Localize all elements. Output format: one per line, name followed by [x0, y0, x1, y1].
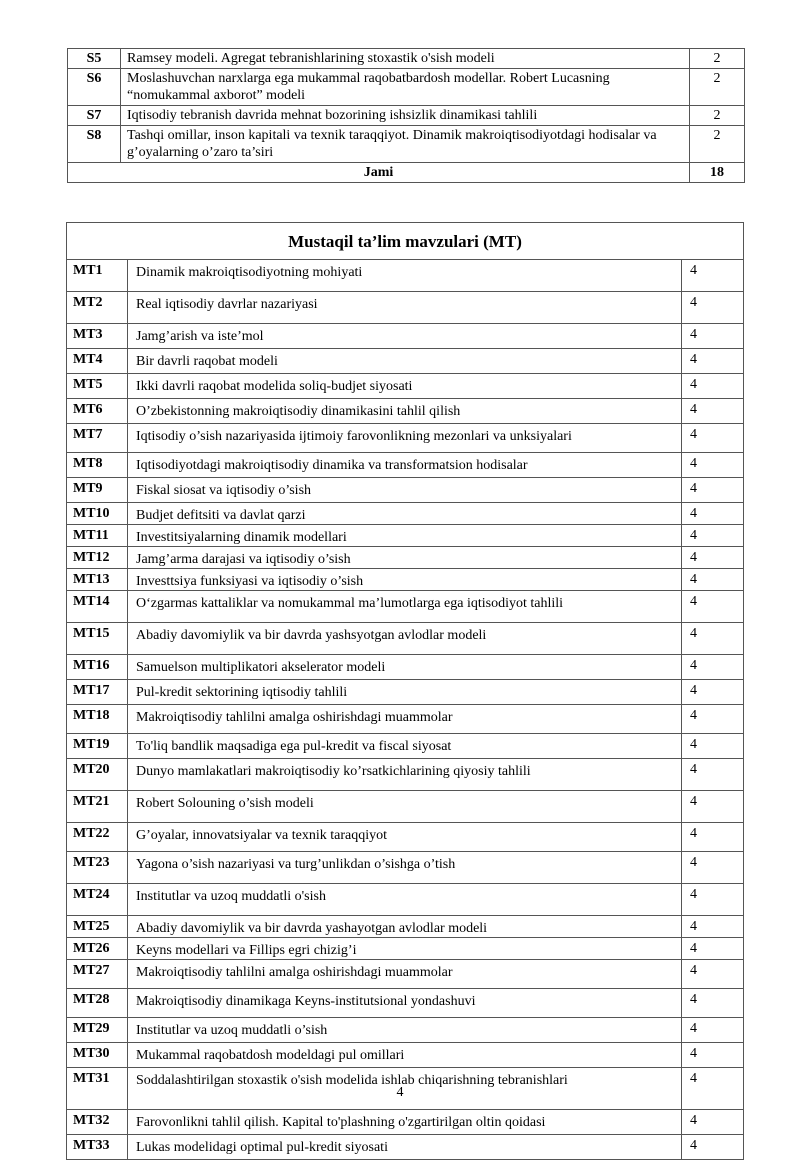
- table-row: [67, 1018, 744, 1043]
- row-topic: O’zbekistonning makroiqtisodiy dinamikasini tahlil qilish: [128, 399, 682, 424]
- row-code: MT21: [67, 791, 128, 823]
- row-hours: 4: [682, 591, 744, 623]
- table-row: [67, 989, 744, 1018]
- row-hours: 4: [682, 680, 744, 705]
- row-hours: 4: [682, 453, 744, 478]
- independent-study-table: [66, 222, 744, 1160]
- row-topic: Abadiy davomiylik va bir davrda yashayotgan avlodlar modeli: [128, 916, 682, 938]
- row-code: MT14: [67, 591, 128, 623]
- row-topic: Yagona o’sish nazariyasi va turg’unlikdan o’sishga o’tish: [128, 852, 682, 884]
- row-hours: 2: [690, 49, 745, 69]
- row-code: MT16: [67, 655, 128, 680]
- row-topic: Fiskal siosat va iqtisodiy o’sish: [128, 478, 682, 503]
- table-row: [67, 260, 744, 292]
- table-row: [67, 852, 744, 884]
- row-hours: 4: [682, 916, 744, 938]
- row-code: S7: [68, 106, 121, 126]
- row-hours: 4: [682, 547, 744, 569]
- row-code: MT29: [67, 1018, 128, 1043]
- row-topic: Makroiqtisodiy tahlilni amalga oshirishdagi muammolar: [128, 705, 682, 734]
- row-code: MT1: [67, 260, 128, 292]
- row-topic: To'liq bandlik maqsadiga ega pul-kredit va fiscal siyosat: [128, 734, 682, 759]
- row-code: MT28: [67, 989, 128, 1018]
- row-hours: 4: [682, 823, 744, 852]
- row-topic: Mukammal raqobatdosh modeldagi pul omillari: [128, 1043, 682, 1068]
- row-topic: Iqtisodiy o’sish nazariyasida ijtimoiy farovonlikning mezonlari va unksiyalari: [128, 424, 682, 453]
- row-code: MT5: [67, 374, 128, 399]
- row-hours: 4: [682, 705, 744, 734]
- table-row: [67, 453, 744, 478]
- row-hours: 4: [682, 292, 744, 324]
- table-row: [67, 324, 744, 349]
- row-code: MT10: [67, 503, 128, 525]
- row-topic: Iqtisodiy tebranish davrida mehnat bozorining ishsizlik dinamikasi tahlili: [121, 106, 690, 126]
- row-code: MT30: [67, 1043, 128, 1068]
- row-topic: Farovonlikni tahlil qilish. Kapital to'plashning o'zgartirilgan oltin qoidasi: [128, 1110, 682, 1135]
- row-hours: 4: [682, 569, 744, 591]
- row-hours: 4: [682, 1043, 744, 1068]
- row-topic: Dunyo mamlakatlari makroiqtisodiy ko’rsatkichlarining qiyosiy tahlili: [128, 759, 682, 791]
- table-row: [67, 1135, 744, 1160]
- row-hours: 4: [682, 938, 744, 960]
- row-code: MT25: [67, 916, 128, 938]
- total-label: Jami: [68, 163, 690, 183]
- row-hours: 4: [682, 1018, 744, 1043]
- row-hours: 4: [682, 1068, 744, 1110]
- row-topic: Ramsey modeli. Agregat tebranishlarining stoxastik o'sish modeli: [121, 49, 690, 69]
- row-code: S6: [68, 69, 121, 106]
- row-hours: 4: [682, 734, 744, 759]
- table-row: [67, 374, 744, 399]
- table-row: [67, 569, 744, 591]
- row-topic: Lukas modelidagi optimal pul-kredit siyosati: [128, 1135, 682, 1160]
- row-topic: Robert Solouning o’sish modeli: [128, 791, 682, 823]
- row-hours: 4: [682, 791, 744, 823]
- row-code: MT7: [67, 424, 128, 453]
- row-topic: Bir davrli raqobat modeli: [128, 349, 682, 374]
- row-hours: 4: [682, 884, 744, 916]
- row-topic: Budjet defitsiti va davlat qarzi: [128, 503, 682, 525]
- row-code: MT9: [67, 478, 128, 503]
- table-row: [67, 478, 744, 503]
- table-row: [67, 424, 744, 453]
- row-topic: Ikki davrli raqobat modelida soliq-budjet siyosati: [128, 374, 682, 399]
- row-code: MT4: [67, 349, 128, 374]
- row-code: MT17: [67, 680, 128, 705]
- row-code: MT26: [67, 938, 128, 960]
- row-code: MT8: [67, 453, 128, 478]
- row-topic: Soddalashtirilgan stoxastik o'sish modelida ishlab chiqarishning tebranishlari: [128, 1068, 682, 1110]
- row-topic: Pul-kredit sektorining iqtisodiy tahlili: [128, 680, 682, 705]
- table-row: [67, 525, 744, 547]
- row-hours: 4: [682, 960, 744, 989]
- row-code: MT19: [67, 734, 128, 759]
- table-row: [67, 705, 744, 734]
- total-row: [68, 163, 745, 183]
- page-number: 4: [396, 1085, 404, 1100]
- row-hours: 4: [682, 655, 744, 680]
- row-topic: Investtsiya funksiyasi va iqtisodiy o’sish: [128, 569, 682, 591]
- row-topic: Makroiqtisodiy tahlilni amalga oshirishdagi muammolar: [128, 960, 682, 989]
- row-topic: Real iqtisodiy davrlar nazariyasi: [128, 292, 682, 324]
- row-code: MT18: [67, 705, 128, 734]
- row-topic: Abadiy davomiylik va bir davrda yashsyotgan avlodlar modeli: [128, 623, 682, 655]
- row-topic: Samuelson multiplikatori akselerator modeli: [128, 655, 682, 680]
- table-row: [67, 938, 744, 960]
- table-row: [68, 106, 745, 126]
- row-hours: 4: [682, 852, 744, 884]
- row-code: S8: [68, 126, 121, 163]
- row-topic: G’oyalar, innovatsiyalar va texnik taraqqiyot: [128, 823, 682, 852]
- row-code: MT33: [67, 1135, 128, 1160]
- table-row: [67, 791, 744, 823]
- table-row: [67, 655, 744, 680]
- row-hours: 4: [682, 374, 744, 399]
- row-topic: Dinamik makroiqtisodiyotning mohiyati: [128, 260, 682, 292]
- row-topic: Jamg’arma darajasi va iqtisodiy o’sish: [128, 547, 682, 569]
- row-code: MT20: [67, 759, 128, 791]
- table-row: [67, 591, 744, 623]
- row-hours: 4: [682, 260, 744, 292]
- row-code: MT2: [67, 292, 128, 324]
- table-row: [67, 960, 744, 989]
- table-row: [67, 916, 744, 938]
- row-topic: Institutlar va uzoq muddatli o’sish: [128, 1018, 682, 1043]
- row-topic: Iqtisodiyotdagi makroiqtisodiy dinamika va transformatsion hodisalar: [128, 453, 682, 478]
- table-row: [68, 69, 745, 106]
- row-hours: 4: [682, 478, 744, 503]
- row-topic: Investitsiyalarning dinamik modellari: [128, 525, 682, 547]
- row-code: MT6: [67, 399, 128, 424]
- row-code: MT13: [67, 569, 128, 591]
- row-hours: 4: [682, 1135, 744, 1160]
- seminar-topics-table: [67, 48, 745, 183]
- table-row: [68, 49, 745, 69]
- row-code: MT11: [67, 525, 128, 547]
- row-hours: 2: [690, 126, 745, 163]
- row-hours: 4: [682, 399, 744, 424]
- row-code: MT31: [67, 1068, 128, 1110]
- table-row: [67, 823, 744, 852]
- row-code: S5: [68, 49, 121, 69]
- row-code: MT12: [67, 547, 128, 569]
- row-code: MT23: [67, 852, 128, 884]
- total-value: 18: [690, 163, 745, 183]
- row-topic: Moslashuvchan narxlarga ega mukammal raqobatbardosh modellar. Robert Lucasning “nomukammal axborot” modeli: [121, 69, 690, 106]
- row-topic: Keyns modellari va Fillips egri chizig’i: [128, 938, 682, 960]
- table-row: [68, 126, 745, 163]
- table-row: [67, 547, 744, 569]
- row-code: MT32: [67, 1110, 128, 1135]
- row-code: MT24: [67, 884, 128, 916]
- row-topic: Tashqi omillar, inson kapitali va texnik taraqqiyot. Dinamik makroiqtisodiyotdagi hodisalar va g’oyalarning o’zaro ta’siri: [121, 126, 690, 163]
- row-topic: Jamg’arish va iste’mol: [128, 324, 682, 349]
- row-topic: O‘zgarmas kattaliklar va nomukammal ma’lumotlarga ega iqtisodiyot tahlili: [128, 591, 682, 623]
- row-hours: 4: [682, 1110, 744, 1135]
- row-code: MT3: [67, 324, 128, 349]
- row-hours: 4: [682, 349, 744, 374]
- row-hours: 2: [690, 106, 745, 126]
- row-hours: 4: [682, 324, 744, 349]
- row-topic: Institutlar va uzoq muddatli o'sish: [128, 884, 682, 916]
- row-topic: Makroiqtisodiy dinamikaga Keyns-institutsional yondashuvi: [128, 989, 682, 1018]
- table-row: [67, 349, 744, 374]
- table-row: [67, 399, 744, 424]
- table-row: [67, 759, 744, 791]
- row-hours: 4: [682, 424, 744, 453]
- row-hours: 4: [682, 503, 744, 525]
- table-row: [67, 623, 744, 655]
- row-hours: 4: [682, 525, 744, 547]
- row-code: MT22: [67, 823, 128, 852]
- row-hours: 4: [682, 989, 744, 1018]
- row-hours: 4: [682, 623, 744, 655]
- table-row: [67, 503, 744, 525]
- table-title: Mustaqil ta’lim mavzulari (MT): [67, 223, 744, 260]
- table-row: [67, 292, 744, 324]
- table-row: [67, 734, 744, 759]
- row-code: MT15: [67, 623, 128, 655]
- row-code: MT27: [67, 960, 128, 989]
- row-hours: 2: [690, 69, 745, 106]
- table-row: [67, 680, 744, 705]
- row-hours: 4: [682, 759, 744, 791]
- table-title-row: [67, 223, 744, 260]
- table-row: [67, 884, 744, 916]
- table-row: [67, 1043, 744, 1068]
